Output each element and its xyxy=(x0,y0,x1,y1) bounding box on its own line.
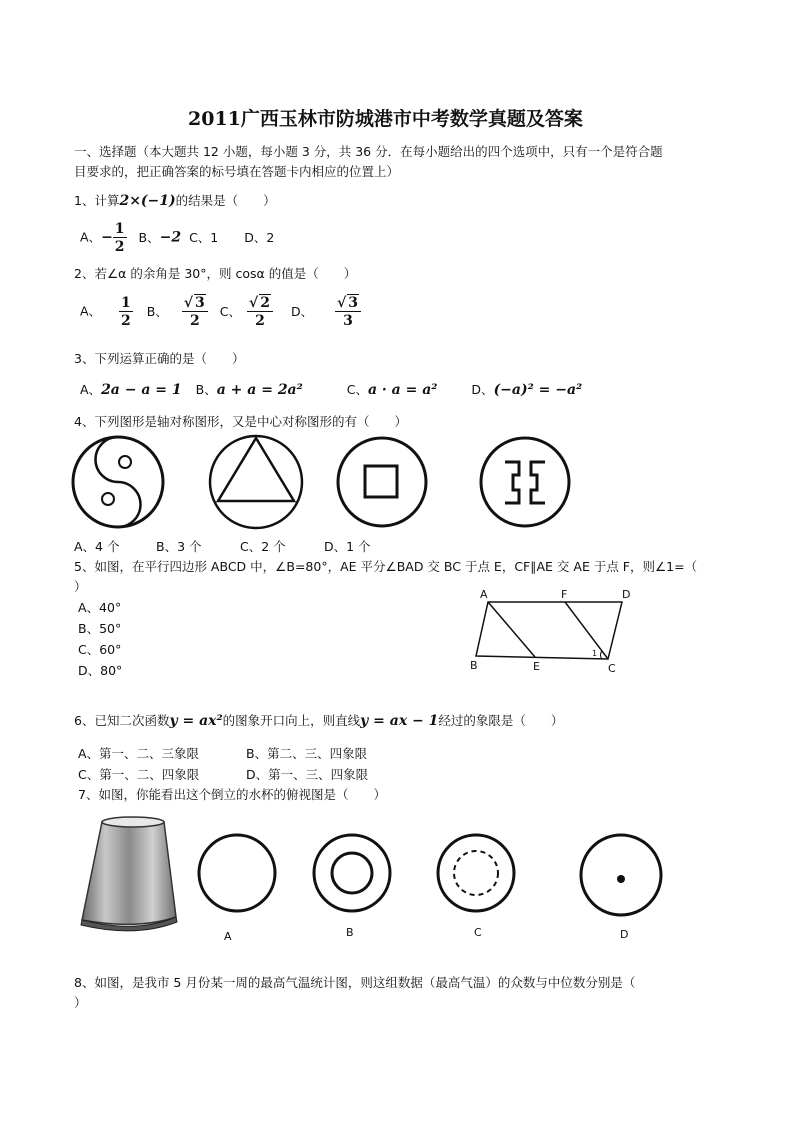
option-c: C、2 个 xyxy=(240,539,286,554)
top-view-option-a xyxy=(199,835,275,911)
option-b-label: B、 xyxy=(146,303,168,319)
option-d-label: D、 xyxy=(290,303,314,319)
option-c-expression: a · a = a² xyxy=(367,382,438,398)
section-instructions-line1: 一、选择题（本大题共 12 小题，每小题 3 分，共 36 分．在每小题给出的四个选项中，只有一个是符合题 xyxy=(74,144,663,159)
question-6-suffix: 经过的象限是（ ） xyxy=(438,713,564,728)
option-a-fraction xyxy=(113,222,127,254)
question-2-options xyxy=(80,296,361,328)
option-d-label: D、 xyxy=(471,382,494,397)
radicand: 3 xyxy=(195,295,205,311)
question-3: 3、下列运算正确的是（ ） xyxy=(74,351,245,366)
option-b-label: B、 xyxy=(195,382,217,397)
label-B: B xyxy=(470,659,478,672)
option-a: A、40° xyxy=(78,600,122,615)
fraction-denominator: 2 xyxy=(189,313,200,329)
label-C: C xyxy=(608,662,616,675)
question-1-expression: 2×(−1) xyxy=(119,193,176,209)
option-a-label: A、 xyxy=(80,382,102,397)
label-D: D xyxy=(622,588,631,601)
square-in-circle-figure xyxy=(338,438,426,526)
question-7-figures xyxy=(76,812,676,947)
top-view-option-b xyxy=(314,835,390,911)
question-6 xyxy=(74,711,563,729)
question-3-options xyxy=(80,380,582,398)
question-1-options xyxy=(80,222,274,254)
option-c: C、60° xyxy=(78,642,122,657)
option-b: B、第二、三、四象限 xyxy=(246,746,368,761)
option-c-fraction xyxy=(247,296,273,328)
radical-sign-icon: √ xyxy=(249,295,259,311)
label-d: D xyxy=(620,928,629,941)
question-6-options-row2 xyxy=(78,765,368,783)
question-4-options xyxy=(74,537,371,555)
question-6-expression-1: y = ax² xyxy=(169,713,223,729)
option-b-label: B、 xyxy=(138,229,160,245)
question-7: 7、如图，你能看出这个倒立的水杯的俯视图是（ ） xyxy=(78,787,386,802)
inverted-cup-figure xyxy=(81,817,177,931)
option-b-fraction xyxy=(182,296,208,328)
triangle-in-circle-figure xyxy=(210,436,302,528)
option-a-label: A、 xyxy=(80,303,102,319)
radicand: 2 xyxy=(260,295,270,311)
question-5-line2: ） xyxy=(74,579,87,594)
option-a-label: A、 xyxy=(80,229,102,245)
option-a-fraction xyxy=(119,296,133,328)
option-d: D、第一、三、四象限 xyxy=(246,767,369,782)
option-b-expression: a + a = 2a² xyxy=(216,382,303,398)
option-a-expression: 2a − a = 1 xyxy=(101,382,182,398)
label-c: C xyxy=(474,926,482,939)
fraction-denominator: 2 xyxy=(121,313,131,329)
option-d-expression: (−a)² = −a² xyxy=(493,382,583,398)
question-1 xyxy=(74,191,276,209)
radicand: 3 xyxy=(348,295,359,311)
question-5-line1: 5、如图，在平行四边形 ABCD 中，∠B=80°，AE 平分∠BAD 交 BC 于点 E，CF∥AE 交 AE 于点 F，则∠1=（ xyxy=(74,559,698,574)
fraction-numerator: 1 xyxy=(114,221,125,237)
label-b: B xyxy=(346,926,354,939)
label-A: A xyxy=(480,588,488,601)
label-a: A xyxy=(224,930,232,943)
question-6-middle: 的图象开口向上，则直线 xyxy=(222,713,361,728)
pattern-in-circle-figure xyxy=(481,438,569,526)
radical-sign-icon: √ xyxy=(337,295,347,311)
radical-sign-icon: √ xyxy=(183,295,194,311)
label-angle-1: 1 xyxy=(592,649,598,658)
option-d: D、2 xyxy=(244,229,275,245)
page-title: 2011广西玉林市防城港市中考数学真题及答案 xyxy=(188,108,583,130)
option-a: A、4 个 xyxy=(74,539,120,554)
option-b: B、3 个 xyxy=(156,539,202,554)
question-6-prefix: 6、已知二次函数 xyxy=(74,713,170,728)
question-1-prefix: 1、计算 xyxy=(74,193,120,208)
option-b-value: −2 xyxy=(159,229,182,246)
fraction-numerator: 1 xyxy=(121,295,131,311)
fraction-denominator: 2 xyxy=(255,313,265,329)
option-c: C、第一、二、四象限 xyxy=(78,767,200,782)
label-F: F xyxy=(561,588,568,601)
option-d: D、1 个 xyxy=(324,539,371,554)
section-instructions-line2: 目要求的，把正确答案的标号填在答题卡内相应的位置上） xyxy=(74,164,400,179)
question-2: 2、若∠α 的余角是 30°，则 cosα 的值是（ ） xyxy=(74,266,357,281)
question-1-suffix: 的结果是（ ） xyxy=(175,193,276,208)
parallelogram-figure xyxy=(470,585,640,675)
option-c-label: C、 xyxy=(219,303,242,319)
fraction-denominator: 3 xyxy=(343,313,353,329)
option-b: B、50° xyxy=(78,621,122,636)
option-c-label: C、 xyxy=(346,382,368,397)
option-c: C、1 xyxy=(189,229,219,245)
option-a-sign: − xyxy=(101,229,113,246)
option-d-fraction xyxy=(335,296,361,328)
question-6-expression-2: y = ax − 1 xyxy=(360,713,439,729)
question-8-line2: ） xyxy=(74,995,87,1010)
question-6-options-row1 xyxy=(78,744,367,762)
taiji-figure xyxy=(73,437,163,527)
label-E: E xyxy=(533,660,540,673)
question-4-figures xyxy=(72,434,632,534)
question-4: 4、下列图形是轴对称图形，又是中心对称图形的有（ ） xyxy=(74,414,407,429)
top-view-option-d xyxy=(581,835,661,915)
option-a: A、第一、二、三象限 xyxy=(78,746,200,761)
option-d: D、80° xyxy=(78,663,123,678)
fraction-denominator: 2 xyxy=(114,239,125,255)
top-view-option-c xyxy=(438,835,514,911)
question-8-line1: 8、如图，是我市 5 月份某一周的最高气温统计图，则这组数据（最高气温）的众数与中位数分别是（ xyxy=(74,975,636,990)
